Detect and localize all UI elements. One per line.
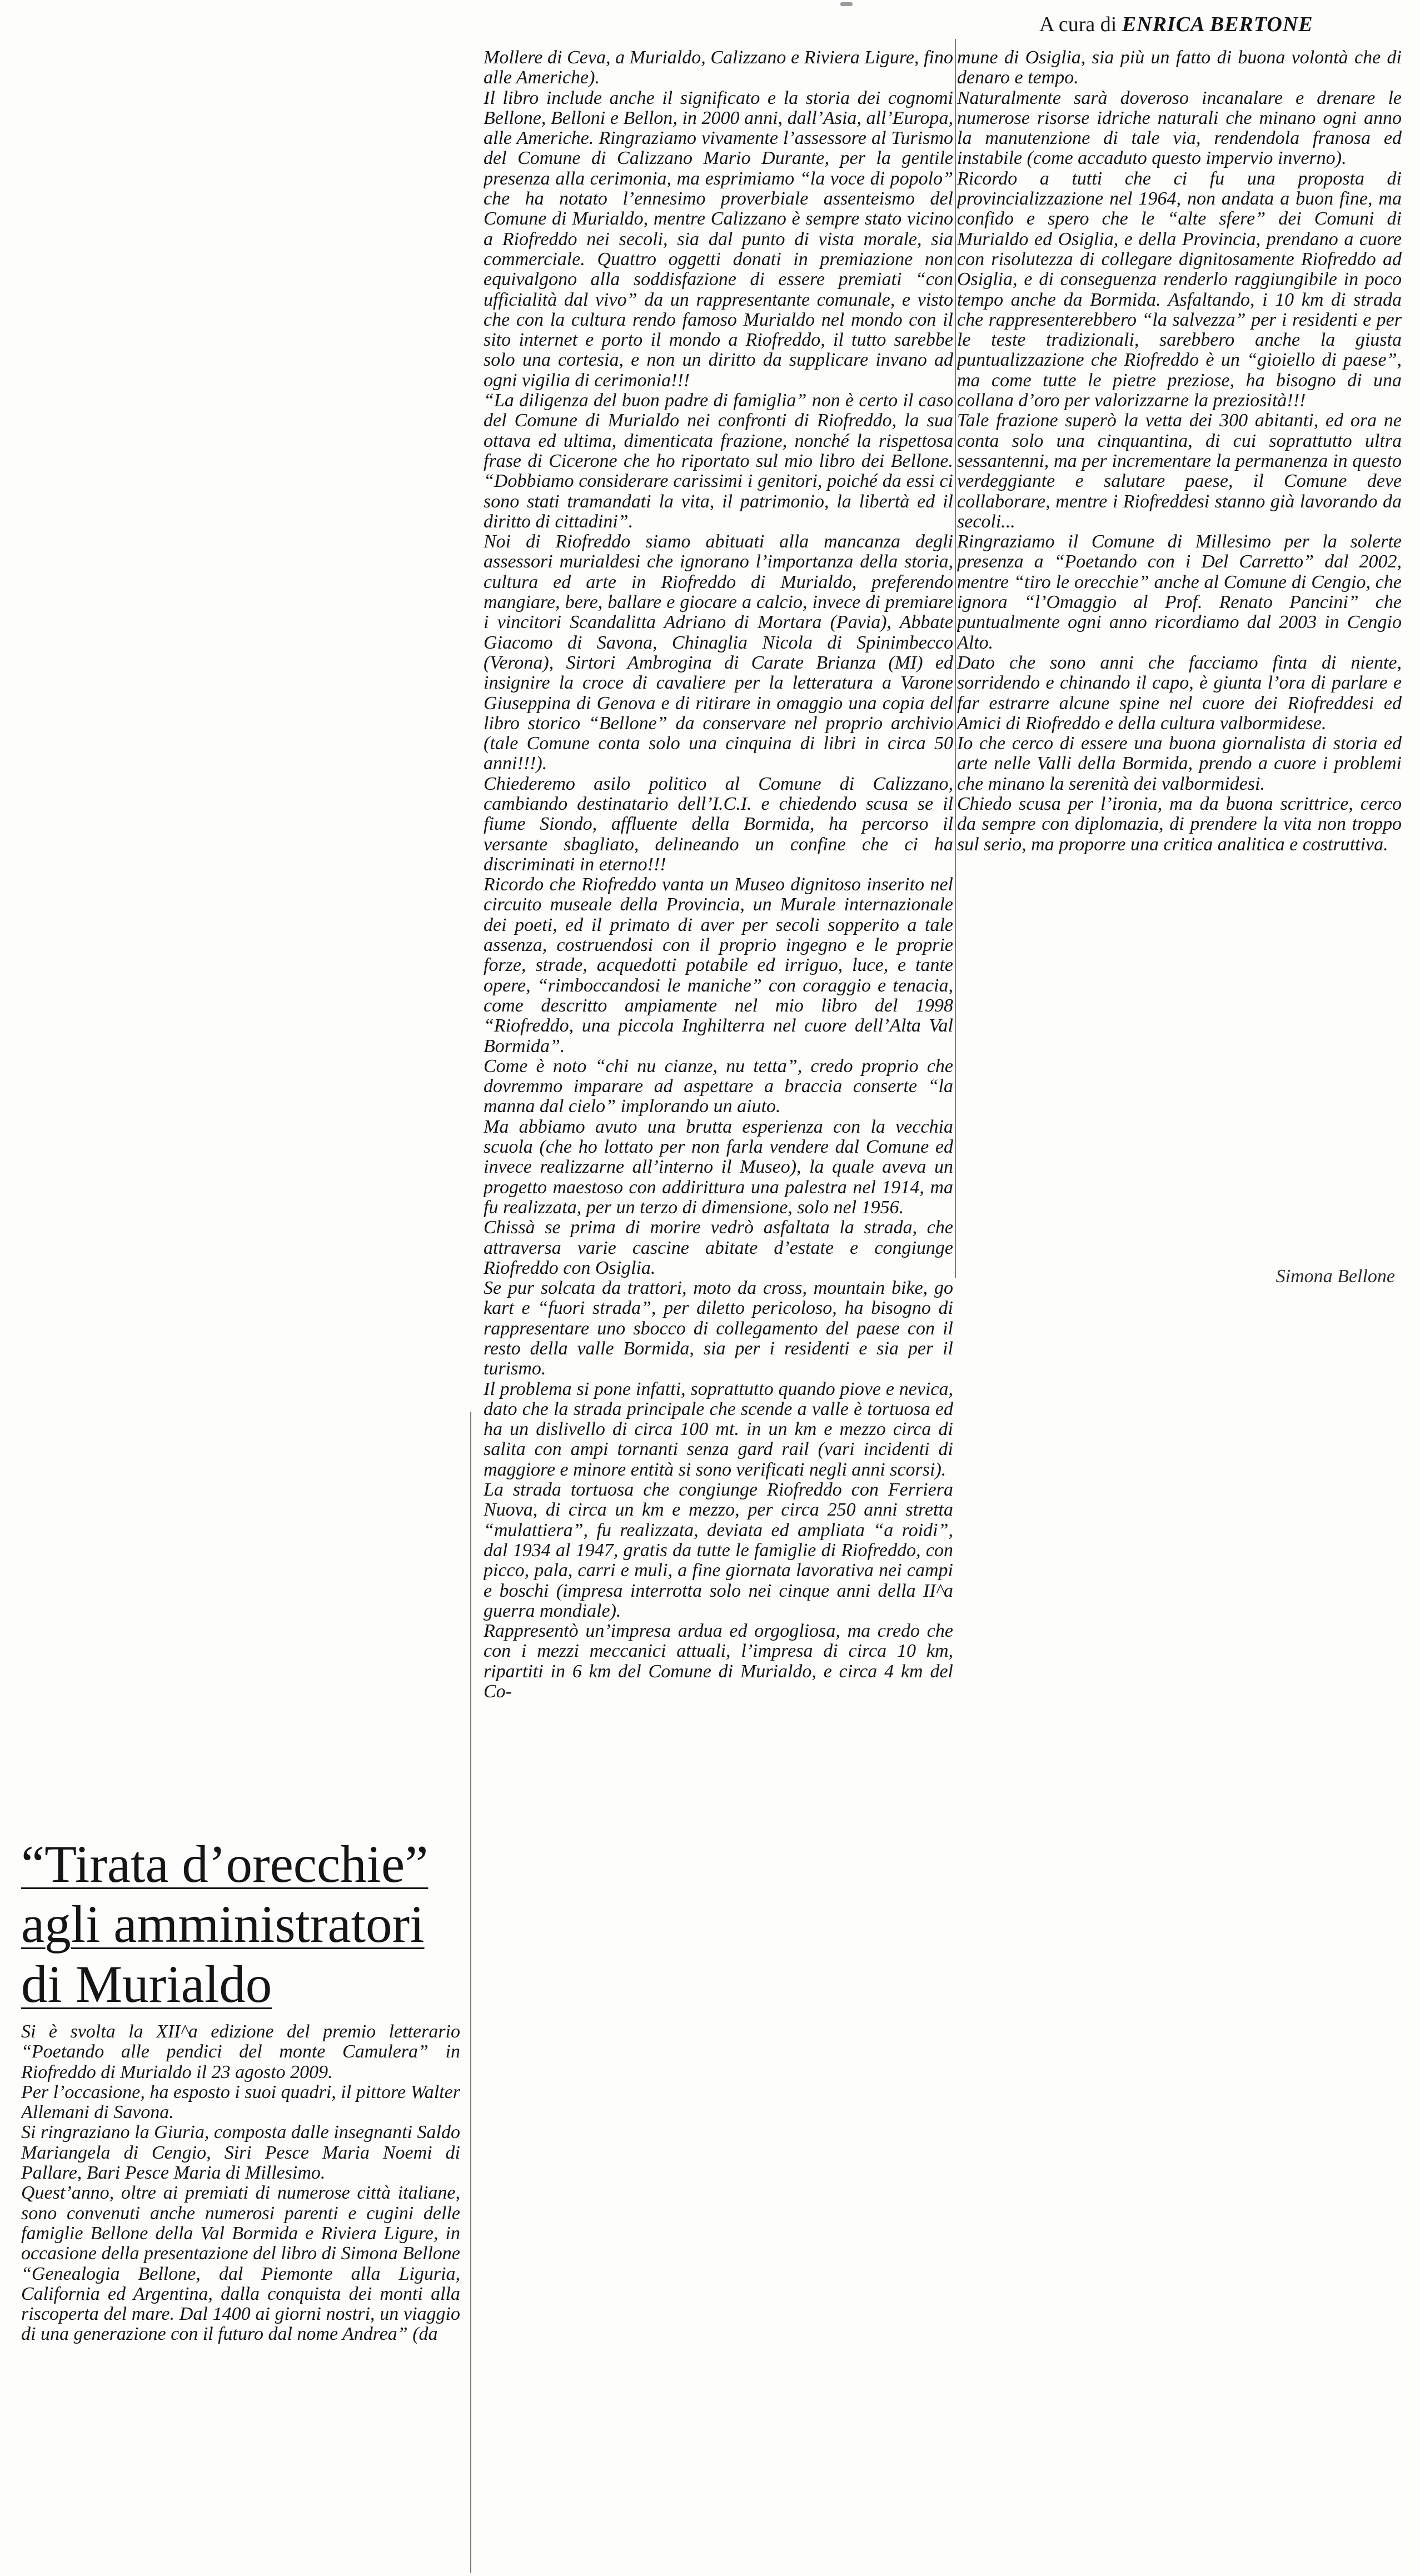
paragraph: Mollere di Ceva, a Murialdo, Calizzano e Riviera Ligure, fino alle Americhe).	[484, 48, 953, 88]
paragraph: Come è noto “chi nu cianze, nu tetta”, credo proprio che dovremmo imparare ad aspettare a braccia conserte “la manna dal cielo” implorando un aiuto.	[484, 1055, 953, 1117]
paragraph: Ricordo a tutti che ci fu una proposta di provincializzazione nel 1964, non andata a buon fine, ma confido e spero che le “alte sfere” dei Comuni di Murialdo ed Osiglia, e della Provincia, prendano a cuore con risolutezza di collegare dignitosamente Riofreddo ad Osiglia, e di conseguenza renderlo raggiungibile in poco tempo anche da Bormida. Asfaltando, i 10 km di strada che rappresenterebbero “la salvezza” per i residenti e per le teste tradizionali, sarebbero anche la giusta puntualizzazione che Riofreddo è un “gioiello di paese”, ma come tutte le pietre preziose, ha bisogno di una collana d’oro per valorizzarne la preziosità!!!	[957, 168, 1402, 411]
paragraph: Ma abbiamo avuto una brutta esperienza con la vecchia scuola (che ho lottato per non farla vendere dal Comune ed invece realizzarne all’interno il Museo), la quale aveva un progetto maestoso con addirittura una palestra nel 1914, ma fu realizzata, per un terzo di dimensione, solo nel 1956.	[484, 1116, 953, 1218]
curator-prefix: A cura di	[1039, 13, 1117, 36]
paragraph: Si ringraziano la Giuria, composta dalle insegnanti Saldo Mariangela di Cengio, Siri Pesce Maria Noemi di Pallare, Bari Pesce Maria di Millesimo.	[21, 2122, 460, 2184]
scan-speck	[840, 2, 853, 6]
paragraph: Si è svolta la XII^a edizione del premio letterario “Poetando alle pendici del monte Camulera” in Riofreddo di Murialdo il 23 agosto 2009.	[21, 2022, 460, 2082]
paragraph: Ricordo che Riofreddo vanta un Museo dignitoso inserito nel circuito museale della Provincia, un Murale internazionale dei poeti, ed il primato di aver per secoli sopperito a tale assenza, costruendosi con il proprio ingegno e le proprie forze, strade, acquedotti potabile ed irriguo, luce, e tante opere, “rimboccandosi le maniche” con coraggio e tenacia, come descritto ampiamente nel mio libro del 1998 “Riofreddo, una piccola Inghilterra nel cuore dell’Alta Val Bormida”.	[484, 874, 953, 1057]
paragraph: Ringraziamo il Comune di Millesimo per la solerte presenza a “Poetando con i Del Carretto” dal 2002, mentre “tiro le orecchie” anche al Comune di Cengio, che ignora “l’Omaggio al Prof. Renato Pancini” che puntualmente ogni anno ricordiamo dal 2003 in Cengio Alto.	[957, 531, 1402, 653]
paragraph: Per l’occasione, ha esposto i suoi quadri, il pittore Walter Allemani di Savona.	[21, 2081, 460, 2123]
paragraph: Il problema si pone infatti, soprattutto quando piove e nevica, dato che la strada principale che scende a valle è tortuosa ed ha un dislivello di circa 100 mt. in un km e mezzo circa di salita con ampi tornanti senza gard rail (vari incidenti di maggiore e minore entità si sono verificati negli anni scorsi).	[484, 1378, 953, 1480]
paragraph: La strada tortuosa che congiunge Riofreddo con Ferriera Nuova, di circa un km e mezzo, per circa 250 anni stretta “mulattiera”, fu realizzata, deviata ed ampliata “a roidi”, dal 1934 al 1947, gratis da tutte le famiglie di Riofreddo, con picco, pala, carri e muli, a fine giornata lavorativa nei campi e boschi (impresa interrotta solo nei cinque anni della II^a guerra mondiale).	[484, 1479, 953, 1621]
article-title	[21, 1834, 466, 2014]
paragraph: mune di Osiglia, sia più un fatto di buona volontà che di denaro e tempo.	[957, 48, 1402, 88]
paragraph: Io che cerco di essere una buona giornalista di storia ed arte nelle Valli della Bormida, prendo a cuore i problemi che minano la serenità dei valbormidesi.	[957, 733, 1402, 794]
title-line: di Murialdo	[21, 1955, 272, 2014]
column-divider	[470, 1412, 471, 2573]
curator-credit	[1039, 12, 1406, 37]
curator-name: ENRICA BERTONE	[1122, 13, 1313, 36]
paragraph: Quest’anno, oltre ai premiati di numerose città italiane, sono convenuti anche numerosi parenti e cugini delle famiglie Bellone della Val Bormida e Riviera Ligure, in occasione della presentazione del libro di Simona Bellone “Genealogia Bellone, dal Piemonte alla Liguria, California ed Argentina, dalla conquista dei monti alla riscoperta del mare. Dal 1400 ai giorni nostri, un viaggio di una generazione con il futuro dal nome Andrea” (da	[21, 2183, 460, 2345]
paragraph: Rappresentò un’impresa ardua ed orgogliosa, ma credo che con i mezzi meccanici attuali, l’impresa di circa 10 km, ripartiti in 6 km del Comune di Murialdo, e circa 4 km del Co-	[484, 1621, 953, 1702]
title-line: agli amministratori	[21, 1895, 425, 1954]
paragraph: Chiedo scusa per l’ironia, ma da buona scrittrice, cerco da sempre con diplomazia, di prendere la vita non troppo sul serio, ma proporre una critica analitica e costruttiva.	[957, 793, 1402, 855]
paragraph: Chissà se prima di morire vedrò asfaltata la strada, che attraversa varie cascine abitate d’estate e congiunge Riofreddo con Osiglia.	[484, 1217, 953, 1278]
column-divider	[955, 39, 956, 1278]
paragraph: Naturalmente sarà doveroso incanalare e drenare le numerose risorse idriche naturali che minano ogni anno la manutenzione di tale via, rendendola franosa ed instabile (come accaduto questo impervio inverno).	[957, 87, 1402, 169]
title-line: “Tirata d’orecchie”	[21, 1835, 429, 1894]
paragraph: Dato che sono anni che facciamo finta di niente, sorridendo e chinando il capo, è giunta l’ora di parlare e far estrarre alcune spine nel cuore dei Riofreddesi ed Amici di Riofreddo e della cultura valbormidese.	[957, 652, 1402, 734]
paragraph: Tale frazione superò la vetta dei 300 abitanti, ed ora ne conta solo una cinquantina, di cui soprattutto ultra sessantenni, ma per incrementare la permanenza in questo verdeggiante e salutare paese, il Comune deve collaborare, mentre i Riofreddesi stanno già lavorando da secoli...	[957, 410, 1402, 532]
paragraph: Se pur solcata da trattori, moto da cross, mountain bike, go kart e “fuori strada”, per diletto pericoloso, ha bisogno di rappresentare uno sbocco di collegamento del paese con il resto della valle Bormida, sia per i residenti e sia per il turismo.	[484, 1278, 953, 1379]
paragraph: Chiederemo asilo politico al Comune di Calizzano, cambiando destinatario dell’I.C.I. e chiedendo scusa se il fiume Siondo, affluente della Bormida, ha percorso il versante sbagliato, delineando un confine che ci ha discriminati in eterno!!!	[484, 773, 953, 875]
article-column-2	[484, 48, 953, 2568]
paragraph: Il libro include anche il significato e la storia dei cognomi Bellone, Belloni e Bellon, in 2000 anni, dall’Asia, all’Europa, alle Americhe. Ringraziamo vivamente l’assessore al Turismo del Comune di Calizzano Mario Durante, per la gentile presenza alla cerimonia, ma esprimiamo “la voce di popolo” che ha notato l’ennesimo proverbiale assenteismo del Comune di Murialdo, mentre Calizzano è sempre stato vicino a Riofreddo nei secoli, sia dal punto di vista morale, sia commerciale. Quattro oggetti donati in premiazione non equivalgono alla soddisfazione di essere premiati “con ufficialità dal vivo” da un rappresentante comunale, e visto che con la cultura rendo famoso Murialdo nel mondo con il sito internet e porto il mondo a Riofreddo, il tutto sarebbe solo una cortesia, e non un diritto da supplicare invano ad ogni vigilia di cerimonia!!!	[484, 87, 953, 391]
paragraph: Noi di Riofreddo siamo abituati alla mancanza degli assessori murialdesi che ignorano l’importanza della storia, cultura ed arte in Riofreddo di Murialdo, preferendo mangiare, bere, ballare e giocare a calcio, invece di premiare i vincitori Scandalitta Adriano di Mortara (Pavia), Abbate Giacomo di Savona, Chinaglia Nicola di Spinimbecco (Verona), Sirtori Ambrogina di Carate Brianza (MI) ed insignire la croce di cavaliere per la letteratura a Varone Giuseppina di Genova e di ritirare in omaggio una copia del libro storico “Bellone” da conservare nel proprio archivio (tale Comune conta solo una cinquina di libri in circa 50 anni!!!).	[484, 531, 953, 774]
paragraph: “La diligenza del buon padre di famiglia” non è certo il caso del Comune di Murialdo nei confronti di Riofreddo, la sua ottava ed ultima, dimenticata frazione, nonché la rispettosa frase di Cicerone che ho riportato sul mio libro dei Bellone. “Dobbiamo considerare carissimi i genitori, poiché da essi ci sono stati tramandati la vita, il patrimonio, la libertà ed il diritto di cittadini”.	[484, 390, 953, 532]
article-column-3	[957, 48, 1402, 1248]
author-signature: Simona Bellone	[1275, 1266, 1395, 1287]
article-column-1	[21, 2022, 460, 2569]
